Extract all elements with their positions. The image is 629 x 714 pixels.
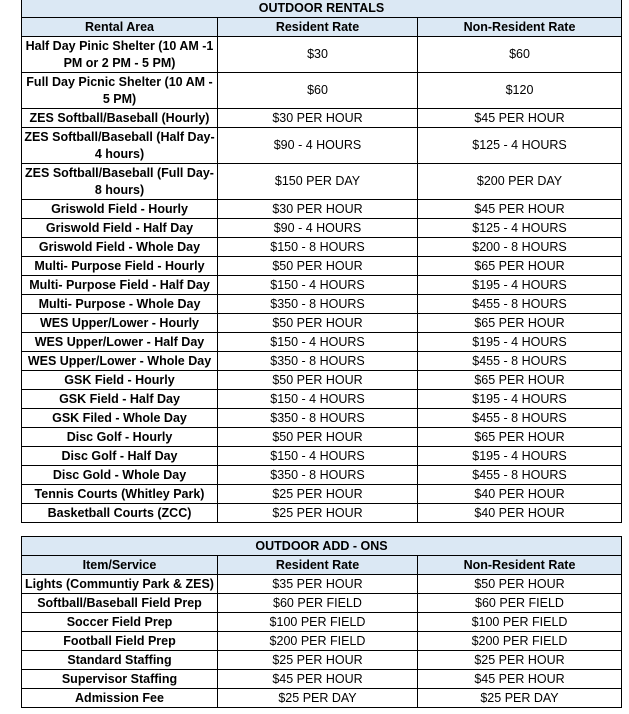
- outdoor-rentals-title: OUTDOOR RENTALS: [22, 0, 622, 18]
- table-row: [22, 73, 622, 109]
- table-row: [22, 257, 622, 276]
- area-cell: Griswold Field - Hourly: [22, 200, 218, 219]
- resident-rate-cell: $90 - 4 HOURS: [218, 128, 418, 164]
- column-header-non-resident-rate: Non-Resident Rate: [418, 556, 622, 575]
- column-header-non-resident-rate: Non-Resident Rate: [418, 18, 622, 37]
- resident-rate-cell: $90 - 4 HOURS: [218, 219, 418, 238]
- resident-rate-cell: $350 - 8 HOURS: [218, 295, 418, 314]
- table-row: [22, 219, 622, 238]
- outdoor-addons-title: OUTDOOR ADD - ONS: [22, 537, 622, 556]
- area-cell: Tennis Courts (Whitley Park): [22, 485, 218, 504]
- non-resident-rate-cell: $125 - 4 HOURS: [418, 128, 622, 164]
- area-cell: Soccer Field Prep: [22, 613, 218, 632]
- table-row: [22, 200, 622, 219]
- area-cell: Disc Gold - Whole Day: [22, 466, 218, 485]
- non-resident-rate-cell: $25 PER HOUR: [418, 651, 622, 670]
- area-cell: Multi- Purpose - Whole Day: [22, 295, 218, 314]
- resident-rate-cell: $150 - 8 HOURS: [218, 238, 418, 257]
- non-resident-rate-cell: $455 - 8 HOURS: [418, 409, 622, 428]
- table-row: [22, 128, 622, 164]
- non-resident-rate-cell: $200 PER DAY: [418, 164, 622, 200]
- non-resident-rate-cell: $65 PER HOUR: [418, 257, 622, 276]
- table-row: [22, 409, 622, 428]
- table-row: [22, 109, 622, 128]
- non-resident-rate-cell: $60: [418, 37, 622, 73]
- non-resident-rate-cell: $195 - 4 HOURS: [418, 390, 622, 409]
- table-row: [22, 613, 622, 632]
- area-cell: Disc Golf - Half Day: [22, 447, 218, 466]
- table-row: [22, 238, 622, 257]
- table-row: [22, 651, 622, 670]
- table-row: [22, 390, 622, 409]
- area-cell: Multi- Purpose Field - Half Day: [22, 276, 218, 295]
- area-cell: Football Field Prep: [22, 632, 218, 651]
- non-resident-rate-cell: $200 PER FIELD: [418, 632, 622, 651]
- area-cell: Half Day Pinic Shelter (10 AM -1 PM or 2 PM - 5 PM): [22, 37, 218, 73]
- resident-rate-cell: $50 PER HOUR: [218, 257, 418, 276]
- non-resident-rate-cell: $25 PER DAY: [418, 689, 622, 708]
- area-cell: Griswold Field - Whole Day: [22, 238, 218, 257]
- resident-rate-cell: $25 PER HOUR: [218, 504, 418, 523]
- table-row: [22, 314, 622, 333]
- area-cell: Standard Staffing: [22, 651, 218, 670]
- resident-rate-cell: $25 PER HOUR: [218, 485, 418, 504]
- resident-rate-cell: $35 PER HOUR: [218, 575, 418, 594]
- resident-rate-cell: $30: [218, 37, 418, 73]
- area-cell: ZES Softball/Baseball (Full Day- 8 hours): [22, 164, 218, 200]
- resident-rate-cell: $60: [218, 73, 418, 109]
- non-resident-rate-cell: $60 PER FIELD: [418, 594, 622, 613]
- resident-rate-cell: $150 - 4 HOURS: [218, 276, 418, 295]
- resident-rate-cell: $350 - 8 HOURS: [218, 409, 418, 428]
- non-resident-rate-cell: $65 PER HOUR: [418, 428, 622, 447]
- resident-rate-cell: $350 - 8 HOURS: [218, 466, 418, 485]
- resident-rate-cell: $30 PER HOUR: [218, 200, 418, 219]
- non-resident-rate-cell: $40 PER HOUR: [418, 504, 622, 523]
- column-header-resident-rate: Resident Rate: [218, 556, 418, 575]
- area-cell: Softball/Baseball Field Prep: [22, 594, 218, 613]
- table-row: [22, 164, 622, 200]
- non-resident-rate-cell: $45 PER HOUR: [418, 200, 622, 219]
- area-cell: GSK Field - Hourly: [22, 371, 218, 390]
- area-cell: Griswold Field - Half Day: [22, 219, 218, 238]
- table-row: [22, 37, 622, 73]
- non-resident-rate-cell: $45 PER HOUR: [418, 109, 622, 128]
- non-resident-rate-cell: $195 - 4 HOURS: [418, 276, 622, 295]
- non-resident-rate-cell: $195 - 4 HOURS: [418, 447, 622, 466]
- area-cell: ZES Softball/Baseball (Half Day- 4 hours): [22, 128, 218, 164]
- table-row: [22, 428, 622, 447]
- area-cell: Basketball Courts (ZCC): [22, 504, 218, 523]
- non-resident-rate-cell: $455 - 8 HOURS: [418, 352, 622, 371]
- non-resident-rate-cell: $200 - 8 HOURS: [418, 238, 622, 257]
- table-row: [22, 689, 622, 708]
- column-header-item-service: Item/Service: [22, 556, 218, 575]
- non-resident-rate-cell: $125 - 4 HOURS: [418, 219, 622, 238]
- non-resident-rate-cell: $65 PER HOUR: [418, 371, 622, 390]
- resident-rate-cell: $150 PER DAY: [218, 164, 418, 200]
- table-row: [22, 575, 622, 594]
- resident-rate-cell: $45 PER HOUR: [218, 670, 418, 689]
- outdoor-rentals-table: [21, 0, 622, 523]
- resident-rate-cell: $150 - 4 HOURS: [218, 390, 418, 409]
- area-cell: WES Upper/Lower - Hourly: [22, 314, 218, 333]
- column-header-resident-rate: Resident Rate: [218, 18, 418, 37]
- area-cell: Disc Golf - Hourly: [22, 428, 218, 447]
- resident-rate-cell: $350 - 8 HOURS: [218, 352, 418, 371]
- column-header-rental-area: Rental Area: [22, 18, 218, 37]
- table-row: [22, 670, 622, 689]
- non-resident-rate-cell: $65 PER HOUR: [418, 314, 622, 333]
- non-resident-rate-cell: $45 PER HOUR: [418, 670, 622, 689]
- resident-rate-cell: $30 PER HOUR: [218, 109, 418, 128]
- table-row: [22, 333, 622, 352]
- resident-rate-cell: $60 PER FIELD: [218, 594, 418, 613]
- table-row: [22, 594, 622, 613]
- resident-rate-cell: $50 PER HOUR: [218, 371, 418, 390]
- area-cell: ZES Softball/Baseball (Hourly): [22, 109, 218, 128]
- area-cell: Full Day Picnic Shelter (10 AM - 5 PM): [22, 73, 218, 109]
- area-cell: Supervisor Staffing: [22, 670, 218, 689]
- non-resident-rate-cell: $195 - 4 HOURS: [418, 333, 622, 352]
- non-resident-rate-cell: $455 - 8 HOURS: [418, 466, 622, 485]
- non-resident-rate-cell: $100 PER FIELD: [418, 613, 622, 632]
- area-cell: Admission Fee: [22, 689, 218, 708]
- resident-rate-cell: $50 PER HOUR: [218, 314, 418, 333]
- table-row: [22, 447, 622, 466]
- non-resident-rate-cell: $120: [418, 73, 622, 109]
- table-row: [22, 352, 622, 371]
- resident-rate-cell: $150 - 4 HOURS: [218, 447, 418, 466]
- resident-rate-cell: $25 PER DAY: [218, 689, 418, 708]
- resident-rate-cell: $150 - 4 HOURS: [218, 333, 418, 352]
- resident-rate-cell: $200 PER FIELD: [218, 632, 418, 651]
- non-resident-rate-cell: $50 PER HOUR: [418, 575, 622, 594]
- table-row: [22, 276, 622, 295]
- table-row: [22, 371, 622, 390]
- table-row: [22, 504, 622, 523]
- area-cell: WES Upper/Lower - Half Day: [22, 333, 218, 352]
- table-row: [22, 466, 622, 485]
- table-row: [22, 485, 622, 504]
- area-cell: GSK Field - Half Day: [22, 390, 218, 409]
- resident-rate-cell: $25 PER HOUR: [218, 651, 418, 670]
- table-row: [22, 295, 622, 314]
- outdoor-addons-table: [21, 536, 622, 708]
- resident-rate-cell: $50 PER HOUR: [218, 428, 418, 447]
- resident-rate-cell: $100 PER FIELD: [218, 613, 418, 632]
- table-row: [22, 632, 622, 651]
- non-resident-rate-cell: $40 PER HOUR: [418, 485, 622, 504]
- area-cell: WES Upper/Lower - Whole Day: [22, 352, 218, 371]
- area-cell: GSK Filed - Whole Day: [22, 409, 218, 428]
- area-cell: Lights (Communtiy Park & ZES): [22, 575, 218, 594]
- area-cell: Multi- Purpose Field - Hourly: [22, 257, 218, 276]
- non-resident-rate-cell: $455 - 8 HOURS: [418, 295, 622, 314]
